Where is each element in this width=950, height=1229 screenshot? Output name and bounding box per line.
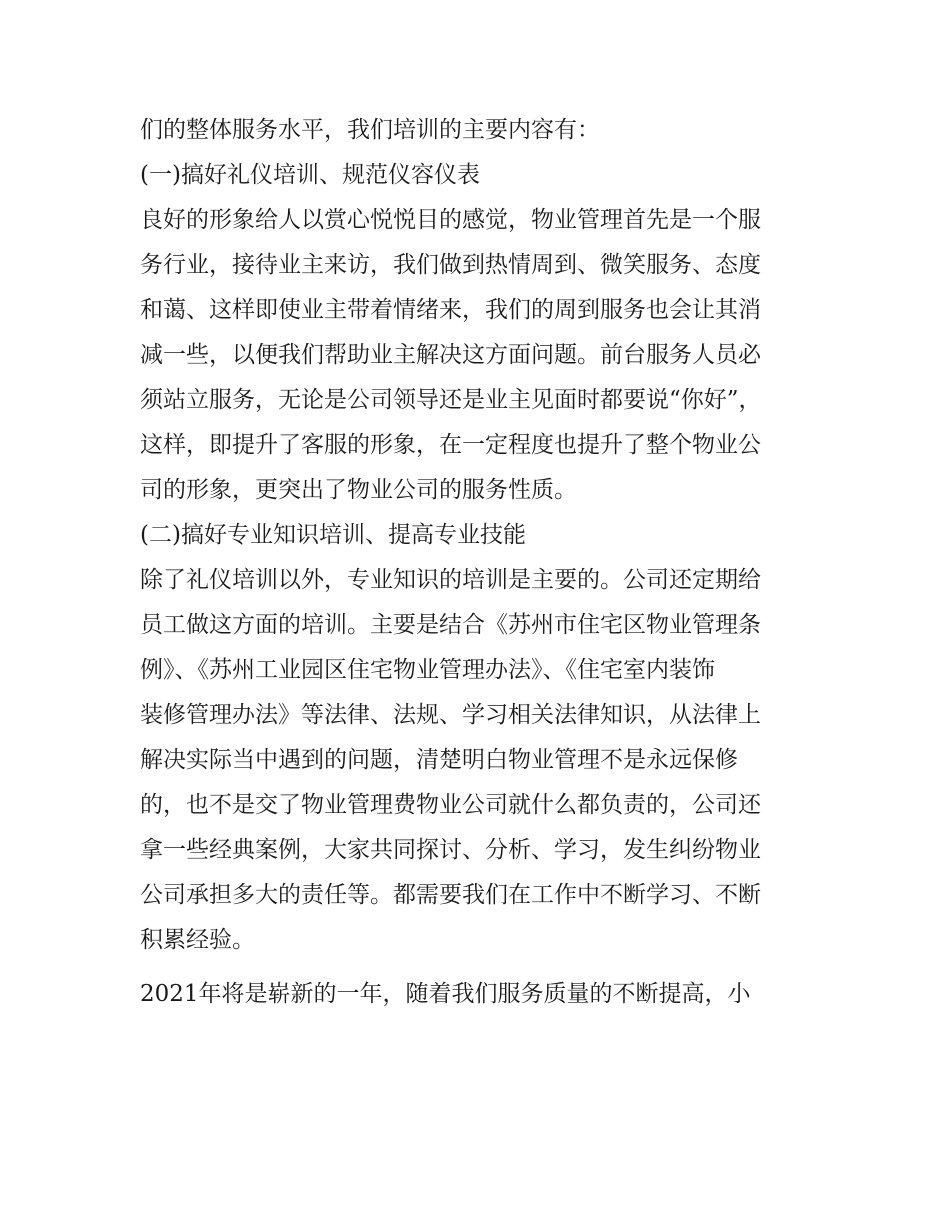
text-line: 的，也不是交了物业管理费物业公司就什么都负责的，公司还 xyxy=(140,792,761,818)
text-line: 解决实际当中遇到的问题，清楚明白物业管理不是永远保修 xyxy=(140,747,738,773)
paragraph-gap xyxy=(140,963,820,972)
text-line: 装修管理办法》等法律、法规、学习相关法律知识，从法律上 xyxy=(140,702,761,728)
text-line: 公司承担多大的责任等。都需要我们在工作中不断学习、不断 xyxy=(140,882,761,908)
section-heading: (一)搞好礼仪培训、规范仪容仪表 xyxy=(140,162,480,188)
text-line: 良好的形象给人以赏心悦悦目的感觉，物业管理首先是一个服 xyxy=(140,207,761,233)
text-line: 减一些，以便我们帮助业主解决这方面问题。前台服务人员必 xyxy=(140,342,761,368)
text-line: 和蔼、这样即使业主带着情绪来，我们的周到服务也会让其消 xyxy=(140,297,761,323)
text-line: 员工做这方面的培训。主要是结合《苏州市住宅区物业管理条 xyxy=(140,612,761,638)
text-line: 务行业，接待业主来访，我们做到热情周到、微笑服务、态度 xyxy=(140,252,761,278)
text-line: 须站立服务，无论是公司领导还是业主见面时都要说“你好”， xyxy=(140,387,762,413)
text-line: 除了礼仪培训以外，专业知识的培训是主要的。公司还定期给 xyxy=(140,567,761,593)
section-heading: (二)搞好专业知识培训、提高专业技能 xyxy=(140,522,526,548)
text-line: 例》、《苏州工业园区住宅物业管理办法》、《住宅室内装饰 xyxy=(140,657,715,683)
text-line: 2021年将是崭新的一年，随着我们服务质量的不断提高，小 xyxy=(140,981,751,1007)
text-line: 司的形象，更突出了物业公司的服务性质。 xyxy=(140,477,577,503)
text-line: 这样，即提升了客服的形象，在一定程度也提升了整个物业公 xyxy=(140,432,761,458)
text-line: 拿一些经典案例，大家共同探讨、分析、学习，发生纠纷物业 xyxy=(140,837,761,863)
text-line: 们的整体服务水平，我们培训的主要内容有： xyxy=(140,117,600,143)
document-body xyxy=(140,108,820,1017)
text-line: 积累经验。 xyxy=(140,927,255,953)
